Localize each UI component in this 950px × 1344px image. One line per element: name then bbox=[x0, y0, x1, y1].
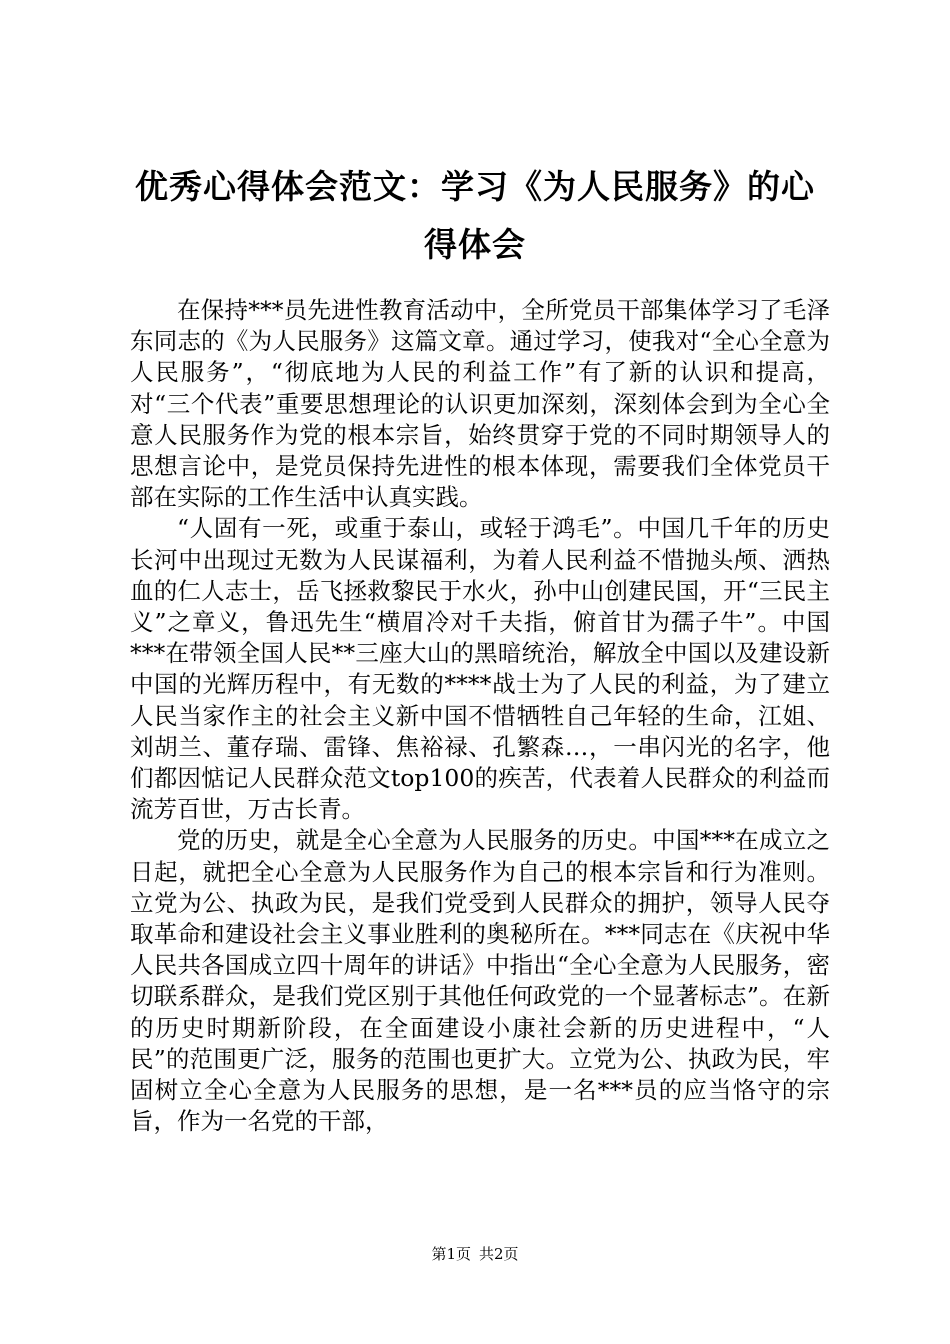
paragraph-1: 在保持***员先进性教育活动中，全所党员干部集体学习了毛泽东同志的《为人民服务》这篇文章。通过学习，使我对“全心全意为人民服务”，“彻底地为人民的利益工作”有了新的认识和提高，对“三个代表”重要思想理论的认识更加深刻，深刻体会到为全心全意人民服务作为党的根本宗旨，始终贯穿于党的不同时期领导人的思想言论中，是党员保持先进性的根本体现，需要我们全体党员干部在实际的工作生活中认真实践。 bbox=[130, 296, 830, 512]
paragraph-3: 党的历史，就是全心全意为人民服务的历史。中国***在成立之日起，就把全心全意为人民服务作为自己的根本宗旨和行为准则。立党为公、执政为民，是我们党受到人民群众的拥护，领导人民夺取革命和建设社会主义事业胜利的奥秘所在。***同志在《庆祝中华人民共各国成立四十周年的讲话》中指出“全心全意为人民服务，密切联系群众，是我们党区别于其他任何政党的一个显著标志”。在新的历史时期新阶段，在全面建设小康社会新的历史进程中，“人民”的范围更广泛，服务的范围也更扩大。立党为公、执政为民，牢固树立全心全意为人民服务的思想，是一名***员的应当恪守的宗旨，作为一名党的干部， bbox=[130, 826, 830, 1136]
document-title: 优秀心得体会范文：学习《为人民服务》的心得体会 bbox=[135, 167, 815, 264]
document-body bbox=[130, 295, 830, 1137]
page-number: 第1页 bbox=[431, 1245, 471, 1263]
page-total: 共2页 bbox=[479, 1245, 519, 1263]
paragraph-2: “人固有一死，或重于泰山，或轻于鸿毛”。中国几千年的历史长河中出现过无数为人民谋福利，为着人民利益不惜抛头颅、洒热血的仁人志士，岳飞拯救黎民于水火，孙中山创建民国，开“三民主义”之章义，鲁迅先生“横眉冷对千夫指，俯首甘为孺子牛”。中国***在带领全国人民**三座大山的黑暗统治，解放全中国以及建设新中国的光辉历程中，有无数的****战士为了人民的利益，为了建立人民当家作主的社会主义新中国不惜牺牲自己年轻的生命，江姐、刘胡兰、董存瑞、雷锋、焦裕禄、孔繁森…，一串闪光的名字，他们都因惦记人民群众范文top100的疾苦，代表着人民群众的利益而流芳百世，万古长青。 bbox=[130, 514, 830, 824]
page-footer bbox=[0, 1244, 950, 1264]
